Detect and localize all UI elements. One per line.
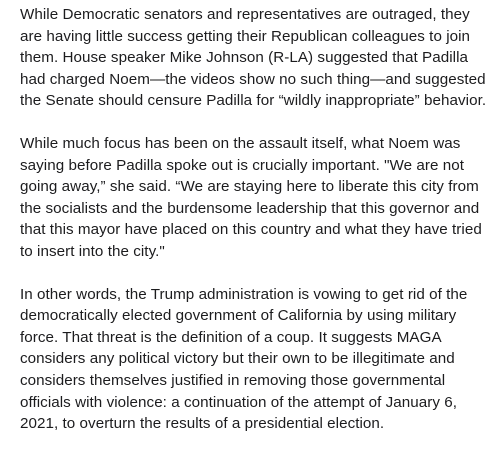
paragraph-coup-analysis: In other words, the Trump administration is vowing to get rid of the democratically elected government of California by using military force. That threat is the definition of a coup. It suggests MAGA considers any political victory but their own to be illegitimate and considers themselves justified in removing those governmental officials with violence: a continuation of the attempt of January 6, 2021, to overturn the results of a presidential election.: [20, 285, 468, 433]
paragraph-noem-quote: While much focus has been on the assault itself, what Noem was saying before Padilla spoke out is crucially important. "We are not going away,” she said. “We are staying here to liberate this city from the socialists and the burdensome leadership that this governor and that this mayor have placed on this country and what they have tried to insert into the city.": [20, 134, 482, 260]
article-body: [20, 4, 490, 435]
paragraph-republican-response: While Democratic senators and representatives are outraged, they are having little success getting their Republican colleagues to join them. House speaker Mike Johnson (R-LA) suggested that Padilla had charged Noem—the videos show no such thing—and suggested the Senate should censure Padilla for “wildly inappropriate” behavior.: [20, 6, 487, 110]
